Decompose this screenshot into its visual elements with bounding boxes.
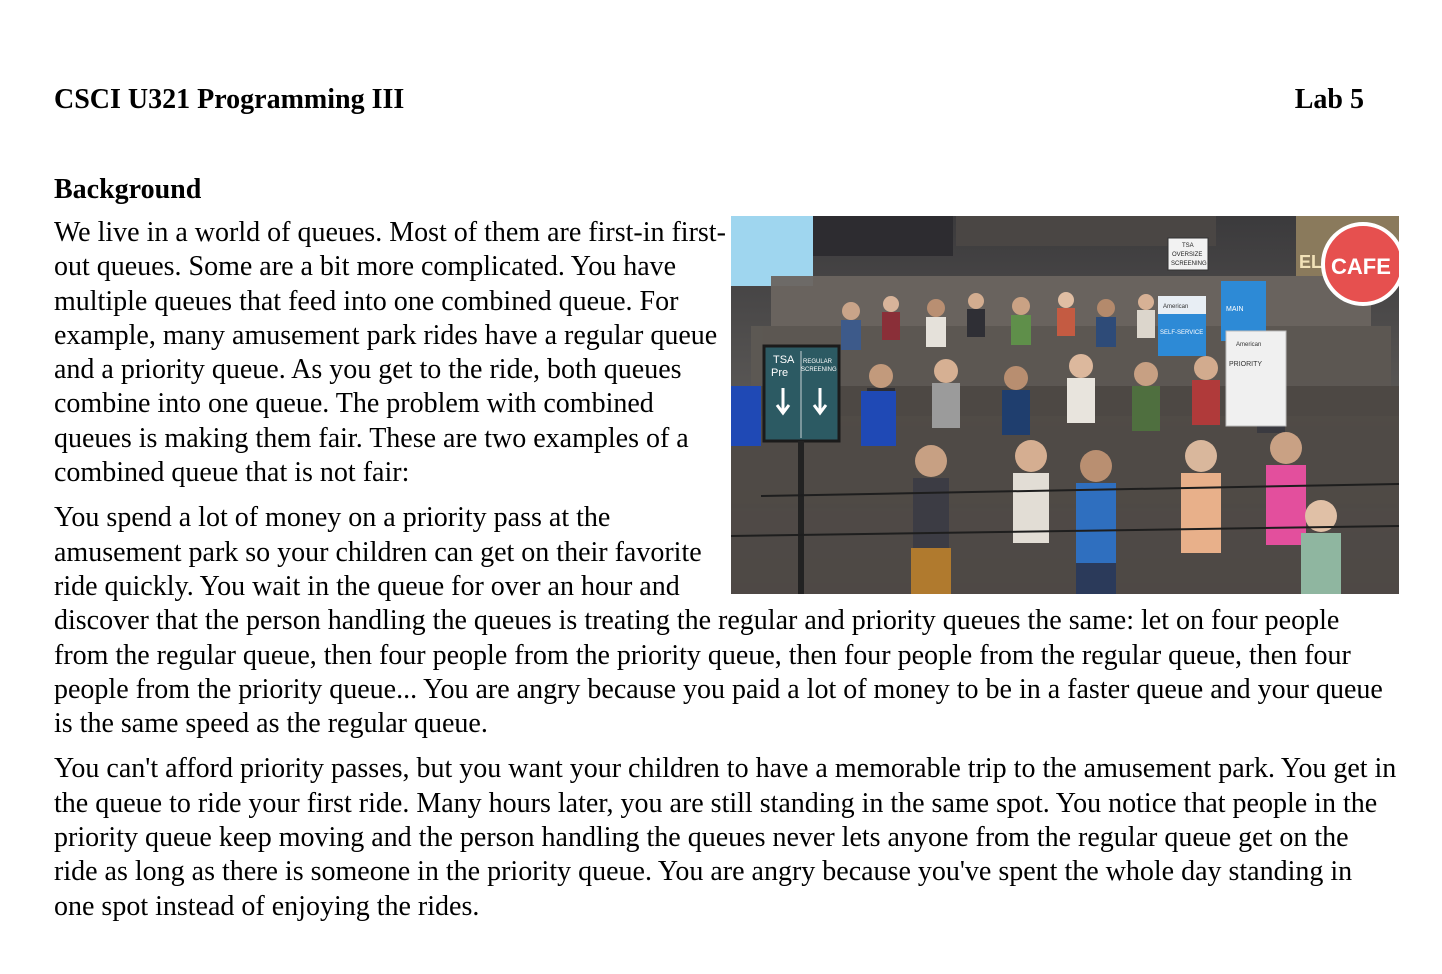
paragraph-3: You can't afford priority passes, but you want your children to have a memorable trip to the amusement park. You get in the queue to ride your first ride. Many hours later, you are still standing in the same spot. You notice that people in the priority queue keep moving and the person handling the queues never lets anyone from the regular queue get on the ride as long as there is someone in the priority queue. You are angry because you've spent the whole day standing in one spot instead of enjoying the rides. — [54, 753, 1397, 922]
svg-text:MAIN: MAIN — [1226, 306, 1244, 313]
paragraph-2: You spend a lot of money on a priority pass at the amusement park so your children can get on their favorite ride quickly. You wait in the queue for over an hour and discover that the person handling the queues is treating the regular and priority queues the same: let on four people from the regular queue, then four people from the priority queue, then four people from the regular queue, then four people from the priority queue... You are angry because you paid a lot of money to be in a faster queue and your queue is the same speed as the regular queue. — [54, 502, 1383, 740]
page-header — [54, 82, 1364, 118]
svg-text:Pre: Pre — [771, 367, 789, 379]
svg-text:REGULAR: REGULAR — [803, 359, 833, 365]
svg-text:TSA: TSA — [773, 354, 795, 366]
svg-text:CAFE: CAFE — [1331, 254, 1391, 279]
svg-text:SCREENING: SCREENING — [801, 367, 837, 373]
airport-queue-photo — [731, 216, 1399, 594]
lab-number: Lab 5 — [1294, 84, 1364, 115]
svg-text:OVERSIZE: OVERSIZE — [1172, 252, 1203, 258]
svg-text:PRIORITY: PRIORITY — [1229, 361, 1263, 368]
svg-text:American: American — [1163, 304, 1189, 310]
svg-text:EL: EL — [1299, 252, 1323, 272]
course-title: CSCI U321 Programming III — [54, 84, 405, 115]
section-heading: Background — [54, 174, 202, 205]
photo-icon — [731, 216, 1399, 594]
svg-text:American: American — [1236, 342, 1262, 348]
paragraph-1: We live in a world of queues. Most of them are first-in first-out queues. Some are a bit more complicated. You have multiple queues that feed into one combined queue. For example, many amusement park rides have a regular queue and a priority queue. As you get to the ride, both queues combine into one queue. The problem with combined queues is making them fair. These are two examples of a combined queue that is not fair: — [54, 217, 726, 489]
svg-text:TSA: TSA — [1182, 243, 1194, 249]
svg-text:SELF-SERVICE: SELF-SERVICE — [1160, 330, 1204, 336]
svg-text:SCREENING: SCREENING — [1171, 261, 1207, 267]
document-body — [54, 172, 1399, 935]
